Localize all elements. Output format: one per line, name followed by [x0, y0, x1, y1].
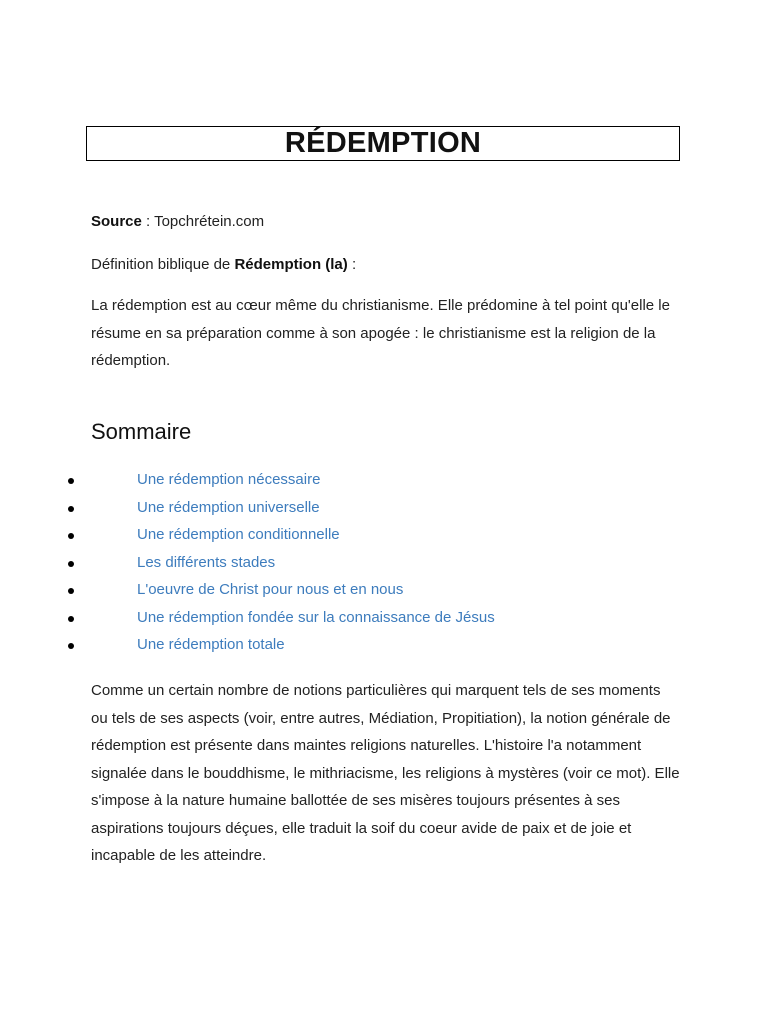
list-item [0, 521, 768, 549]
toc-link-connaissance-jesus[interactable]: Une rédemption fondée sur la connaissance de Jésus [137, 608, 495, 626]
source-separator: : [141, 213, 155, 230]
intro-text: La rédemption est au cœur même du christianisme. Elle prédomine à tel point qu'elle le résume en sa préparation comme à son apogée : le christianisme est la religion de la rédemption. [91, 297, 670, 369]
source-line [91, 208, 681, 236]
title-box [86, 126, 680, 161]
toc-link-totale[interactable]: Une rédemption totale [137, 636, 285, 653]
page-title: RÉDEMPTION [284, 127, 482, 159]
sommaire-list [0, 466, 768, 659]
source-label: Source [91, 213, 142, 230]
intro-paragraph [91, 292, 681, 375]
toc-link-universelle[interactable]: Une rédemption universelle [137, 498, 320, 516]
body-text: Comme un certain nombre de notions particulières qui marquent tels de ses moments ou tels de ses aspects (voir, entre autres, Médiation, Propitiation), la notion générale de rédemption est présente dans maintes religions naturelles. L'histoire l'a notamment signalée dans le bouddhisme, le mithriacisme, les religions à mystères (voir ce mot). Elle s'impose à la nature humaine ballottée de ses misères toujours présentes à ses aspirations toujours déçues, elle traduit la soif du coeur avide de paix et de joie et incapable de les atteindre. [91, 682, 680, 864]
list-item [0, 466, 768, 494]
toc-link-oeuvre-christ[interactable]: L'oeuvre de Christ pour nous et en nous [137, 581, 404, 598]
sommaire-heading: Sommaire [91, 419, 192, 444]
toc-link-necessaire[interactable]: Une rédemption nécessaire [137, 471, 321, 488]
definition-suffix: : [347, 256, 357, 273]
source-value: Topchrétein.com [154, 213, 265, 230]
list-item [0, 576, 768, 604]
definition-prefix: Définition biblique de [91, 256, 235, 273]
definition-term: Rédemption (la) [234, 256, 348, 273]
bullet-icon [68, 616, 74, 622]
definition-line [91, 251, 681, 279]
toc-link-conditionnelle[interactable]: Une rédemption conditionnelle [137, 526, 340, 543]
toc-link-stades[interactable]: Les différents stades [137, 553, 276, 571]
bullet-icon [68, 478, 74, 484]
bullet-icon [68, 588, 74, 594]
list-item [0, 494, 768, 522]
list-item [0, 604, 768, 632]
list-item [0, 631, 768, 659]
list-item [0, 549, 768, 577]
bullet-icon [68, 506, 74, 512]
bullet-icon [68, 643, 74, 649]
body-paragraph [91, 677, 681, 870]
bullet-icon [68, 533, 74, 539]
bullet-icon [68, 561, 74, 567]
